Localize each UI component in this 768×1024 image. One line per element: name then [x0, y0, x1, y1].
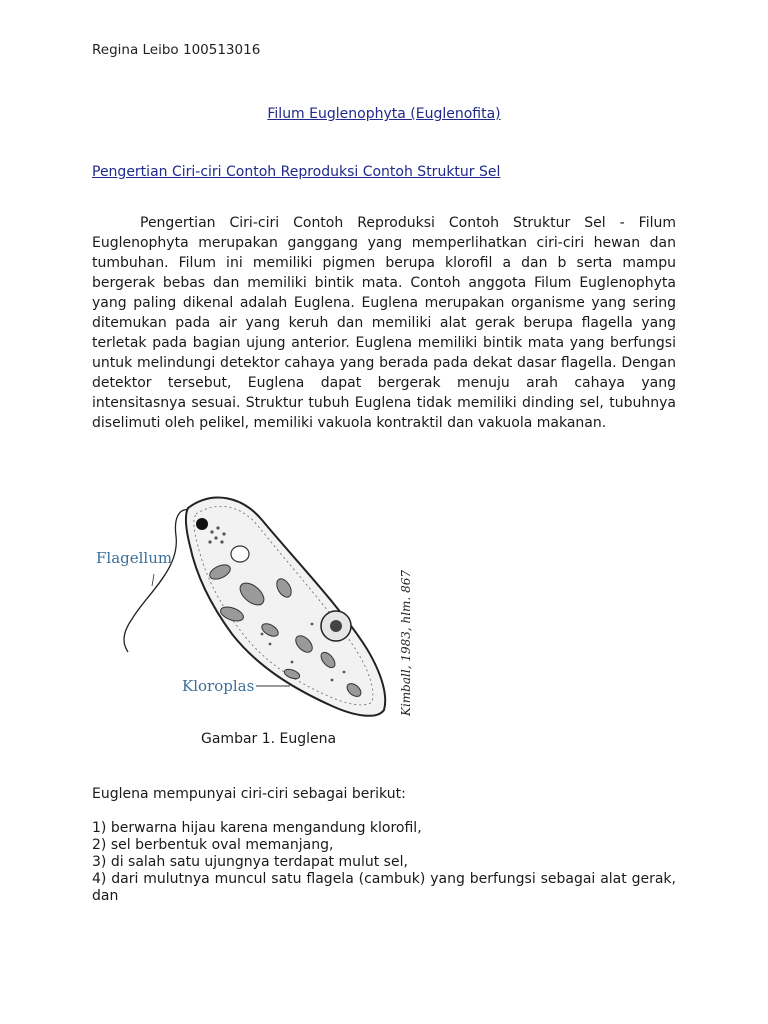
- figure-credit: Kimball, 1983, hlm. 867: [399, 570, 413, 716]
- contractile-vacuole: [231, 546, 249, 562]
- label-kloroplas: Kloroplas: [182, 677, 255, 695]
- list-item: 4) dari mulutnya muncul satu flagela (cambuk) yang berfungsi sebagai alat gerak, dan: [92, 871, 676, 904]
- page-title[interactable]: [92, 106, 676, 122]
- euglena-figure: [92, 484, 422, 724]
- nucleolus: [330, 620, 342, 632]
- title-link[interactable]: Filum Euglenophyta (Euglenofita): [267, 106, 501, 122]
- section-subtitle-link[interactable]: Pengertian Ciri-ciri Contoh Reproduksi Contoh Struktur Sel: [92, 164, 501, 180]
- label-flagellum: Flagellum: [96, 549, 173, 567]
- eyespot: [196, 518, 208, 530]
- figure-caption: Gambar 1. Euglena: [201, 731, 337, 747]
- list-item: 1) berwarna hijau karena mengandung klorofil,: [92, 820, 422, 836]
- author-line: Regina Leibo 100513016: [92, 42, 261, 58]
- list-intro: Euglena mempunyai ciri-ciri sebagai berikut:: [92, 786, 406, 802]
- list-item: 3) di salah satu ujungnya terdapat mulut sel,: [92, 854, 408, 870]
- characteristics-list: [92, 820, 676, 905]
- body-paragraph: Pengertian Ciri-ciri Contoh Reproduksi Contoh Struktur Sel - Filum Euglenophyta merupakan ganggang yang memperlihatkan ciri-ciri hewan dan tumbuhan. Filum ini memiliki pigmen berupa klorofil a dan b serta mampu bergerak bebas dan memiliki bintik mata. Contoh anggota Filum Euglenophyta yang paling dikenal adalah Euglena. Euglena merupakan organisme yang sering ditemukan pada air yang keruh dan memiliki alat gerak berupa flagella yang terletak pada bagian ujung anterior. Euglena memiliki bintik mata yang berfungsi untuk melindungi detektor cahaya yang berada pada dekat dasar flagella. Dengan detektor tersebut, Euglena dapat bergerak menuju arah cahaya yang intensitasnya sesuai. Struktur tubuh Euglena tidak memiliki dinding sel, tubuhnya diselimuti oleh pelikel, memiliki vakuola kontraktil dan vakuola makanan.: [92, 215, 676, 431]
- euglena-illustration: [92, 484, 422, 724]
- list-item: 2) sel berbentuk oval memanjang,: [92, 837, 334, 853]
